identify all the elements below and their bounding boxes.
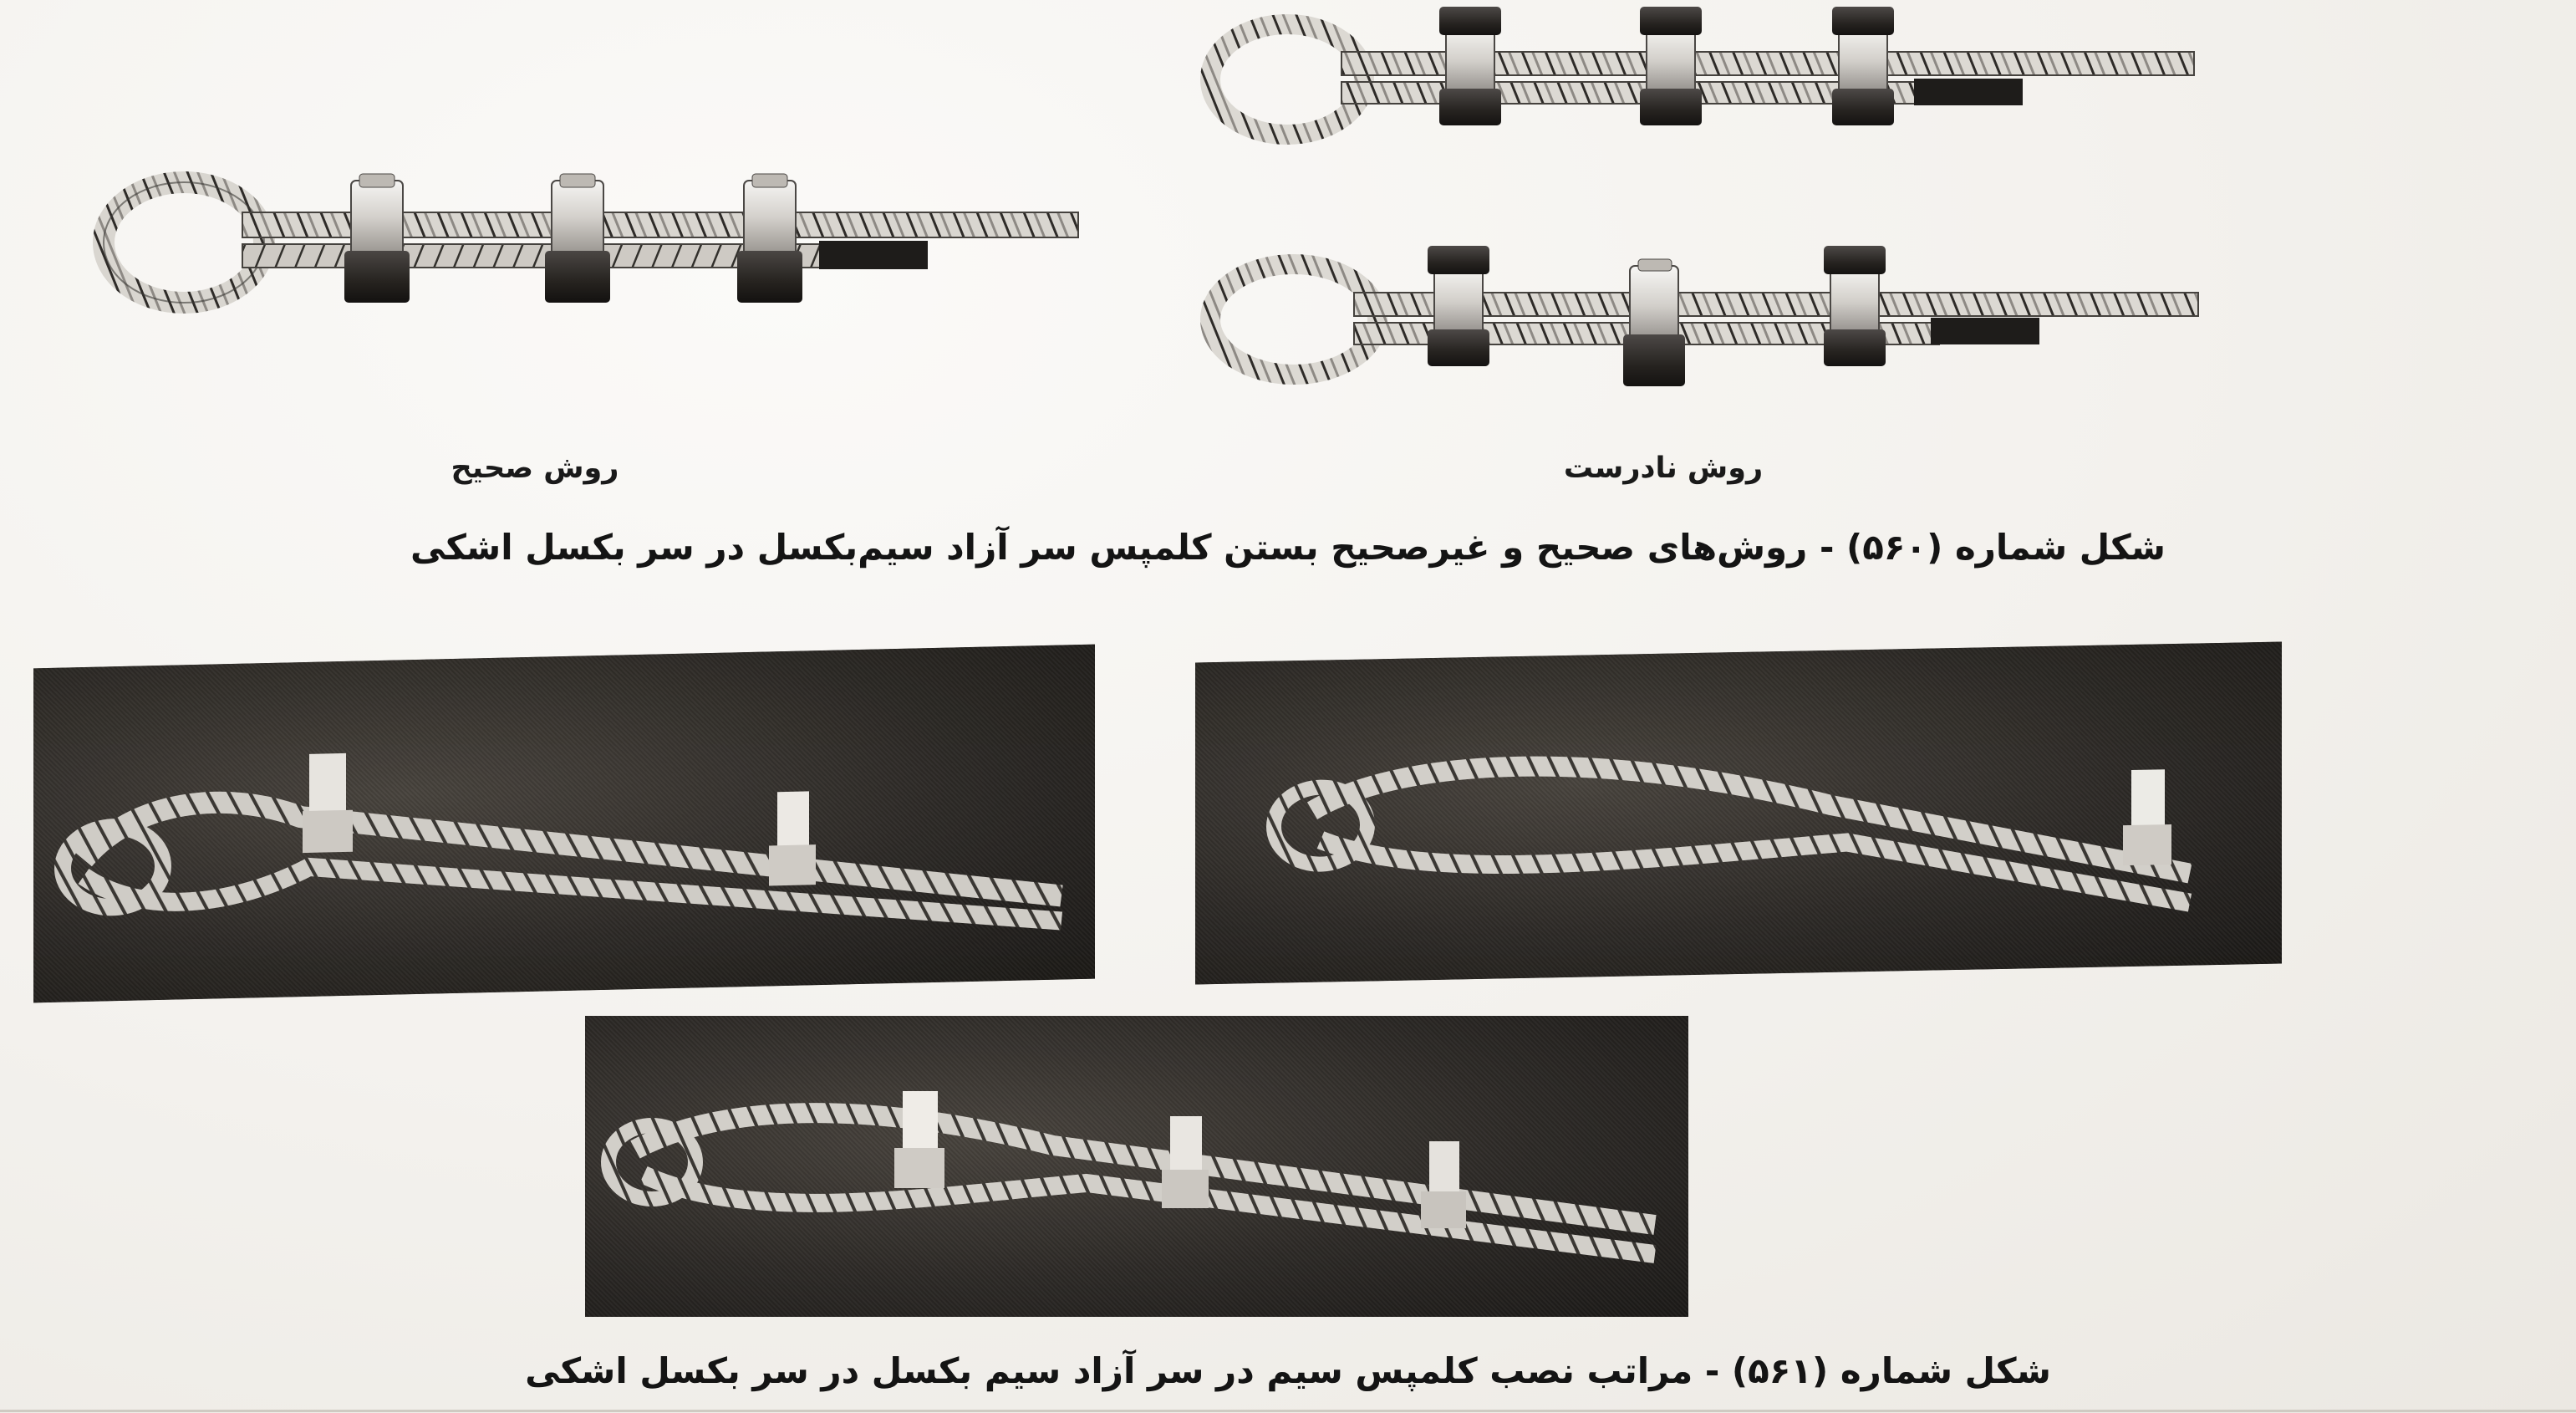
rope-eye-loop (104, 182, 264, 303)
clamp-3 (737, 174, 802, 303)
clamp-3 (1824, 246, 1886, 366)
clamp-1 (1439, 7, 1501, 125)
correct-method-diagram (84, 150, 1103, 334)
rope-eye-loop (1210, 264, 1377, 375)
photo-step-1 (33, 645, 1095, 1003)
clamp-photo-1 (894, 1091, 944, 1188)
figure-561-caption: شکل شماره (۵۶۱) - مراتب نصب کلمپس سیم در سر آزاد سیم بکسل در سر بکسل اشکی (525, 1350, 2051, 1391)
correct-method-label: روش صحیح (451, 451, 619, 485)
photo-step-3 (585, 1016, 1688, 1317)
clamp-1 (1428, 246, 1489, 366)
incorrect-method-diagram-top (1195, 0, 2240, 167)
rope-eye-loop (1210, 24, 1364, 135)
clamp-2 (1623, 259, 1685, 386)
clamp-photo-1 (2123, 769, 2171, 865)
incorrect-method-diagram-bottom (1195, 226, 2240, 418)
clamp-2 (545, 174, 610, 303)
photo-step-2 (1195, 642, 2282, 985)
clamp-3 (1832, 7, 1894, 125)
figure-560-caption: شکل شماره (۵۶۰) - روش‌های صحیح و غیرصحیح بستن کلمپس سر آزاد سیم‌بکسل در سر بکسل اشکی (410, 527, 2166, 568)
clamp-photo-3 (1421, 1141, 1466, 1228)
clamp-2 (1640, 7, 1702, 125)
clamp-photo-2 (769, 791, 816, 885)
page-bottom-rule (0, 1410, 2576, 1412)
incorrect-method-label: روش نادرست (1563, 451, 1764, 485)
clamp-photo-1 (303, 753, 353, 853)
clamp-1 (344, 174, 410, 303)
